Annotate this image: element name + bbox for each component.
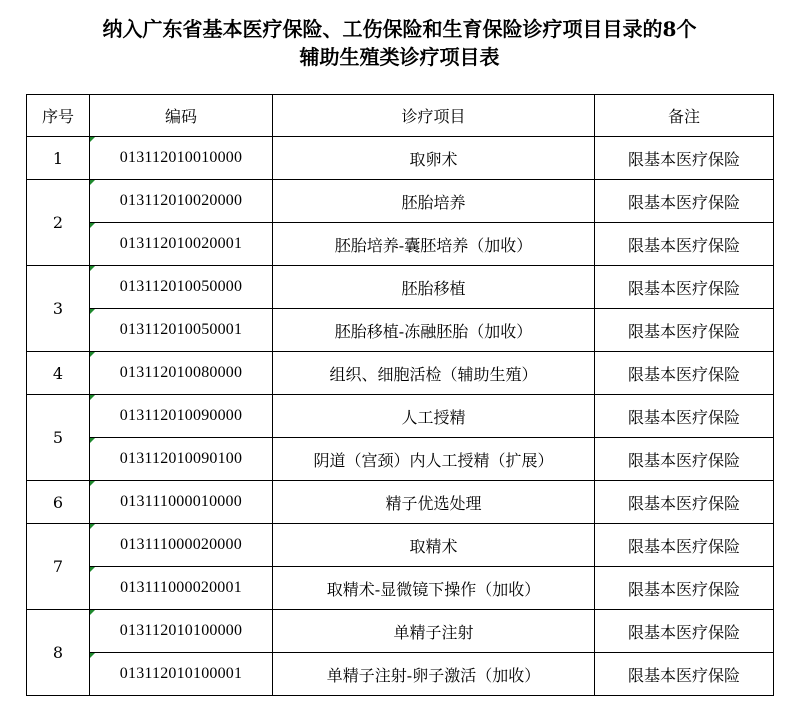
note-cell: 限基本医疗保险 (595, 567, 774, 610)
code-cell (90, 180, 273, 223)
cell-marker-icon (90, 223, 95, 228)
cell-marker-icon (90, 137, 95, 142)
code-text: 013112010080000 (119, 364, 243, 381)
code-text: 013112010010000 (119, 149, 243, 166)
code-text: 013112010050000 (119, 278, 243, 295)
item-cell: 取卵术 (273, 137, 595, 180)
cell-marker-icon (90, 653, 95, 658)
code-cell (90, 309, 273, 352)
table-row (27, 309, 774, 352)
item-cell: 精子优选处理 (273, 481, 595, 524)
seq-cell: 5 (27, 395, 90, 481)
code-cell (90, 395, 273, 438)
table-row (27, 180, 774, 223)
table-row (27, 481, 774, 524)
item-cell: 组织、细胞活检（辅助生殖） (273, 352, 595, 395)
item-cell: 胚胎培养-囊胚培养（加收） (273, 223, 595, 266)
note-cell: 限基本医疗保险 (595, 137, 774, 180)
document-title-line-1: 纳入广东省基本医疗保险、工伤保险和生育保险诊疗项目目录的8个 (102, 17, 697, 41)
table-header-row (27, 95, 774, 137)
code-text: 013112010090100 (119, 450, 243, 467)
code-cell (90, 137, 273, 180)
code-cell (90, 610, 273, 653)
seq-cell: 6 (27, 481, 90, 524)
code-cell (90, 524, 273, 567)
header-seq: 序号 (27, 95, 90, 137)
code-cell (90, 481, 273, 524)
header-code: 编码 (90, 95, 273, 137)
table-row (27, 567, 774, 610)
seq-cell: 4 (27, 352, 90, 395)
code-text: 013111000020000 (120, 536, 242, 553)
code-cell (90, 653, 273, 696)
seq-cell: 2 (27, 180, 90, 266)
item-cell: 胚胎移植 (273, 266, 595, 309)
note-cell: 限基本医疗保险 (595, 481, 774, 524)
code-text: 013112010100000 (119, 622, 243, 639)
code-text: 013112010020000 (119, 192, 243, 209)
note-cell: 限基本医疗保险 (595, 309, 774, 352)
note-cell: 限基本医疗保险 (595, 610, 774, 653)
header-note: 备注 (595, 95, 774, 137)
cell-marker-icon (90, 180, 95, 185)
seq-cell: 7 (27, 524, 90, 610)
code-cell (90, 567, 273, 610)
cell-marker-icon (90, 610, 95, 615)
seq-cell: 8 (27, 610, 90, 696)
note-cell: 限基本医疗保险 (595, 180, 774, 223)
item-cell: 人工授精 (273, 395, 595, 438)
item-cell: 单精子注射-卵子激活（加收） (273, 653, 595, 696)
note-cell: 限基本医疗保险 (595, 438, 774, 481)
cell-marker-icon (90, 395, 95, 400)
table-row (27, 137, 774, 180)
note-cell: 限基本医疗保险 (595, 653, 774, 696)
code-cell (90, 223, 273, 266)
note-cell: 限基本医疗保险 (595, 524, 774, 567)
note-cell: 限基本医疗保险 (595, 352, 774, 395)
project-table (26, 94, 774, 696)
cell-marker-icon (90, 481, 95, 486)
table-row (27, 610, 774, 653)
item-cell: 取精术-显微镜下操作（加收） (273, 567, 595, 610)
cell-marker-icon (90, 524, 95, 529)
seq-cell: 1 (27, 137, 90, 180)
item-cell: 单精子注射 (273, 610, 595, 653)
code-text: 013111000020001 (120, 579, 242, 596)
code-text: 013111000010000 (120, 493, 242, 510)
table-row (27, 395, 774, 438)
code-text: 013112010100001 (119, 665, 243, 682)
code-text: 013112010090000 (119, 407, 243, 424)
note-cell: 限基本医疗保险 (595, 266, 774, 309)
item-cell: 取精术 (273, 524, 595, 567)
item-cell: 阴道（宫颈）内人工授精（扩展） (273, 438, 595, 481)
note-cell: 限基本医疗保险 (595, 223, 774, 266)
cell-marker-icon (90, 309, 95, 314)
header-item: 诊疗项目 (273, 95, 595, 137)
code-cell (90, 352, 273, 395)
cell-marker-icon (90, 352, 95, 357)
seq-cell: 3 (27, 266, 90, 352)
code-text: 013112010020001 (119, 235, 243, 252)
table-row (27, 352, 774, 395)
table-row (27, 266, 774, 309)
item-cell: 胚胎移植-冻融胚胎（加收） (273, 309, 595, 352)
table-row (27, 438, 774, 481)
code-cell (90, 438, 273, 481)
note-cell: 限基本医疗保险 (595, 395, 774, 438)
table-row (27, 653, 774, 696)
code-text: 013112010050001 (119, 321, 243, 338)
item-cell: 胚胎培养 (273, 180, 595, 223)
cell-marker-icon (90, 567, 95, 572)
document-title-line-2: 辅助生殖类诊疗项目表 (299, 45, 500, 69)
cell-marker-icon (90, 438, 95, 443)
table-row (27, 223, 774, 266)
table-row (27, 524, 774, 567)
code-cell (90, 266, 273, 309)
cell-marker-icon (90, 266, 95, 271)
